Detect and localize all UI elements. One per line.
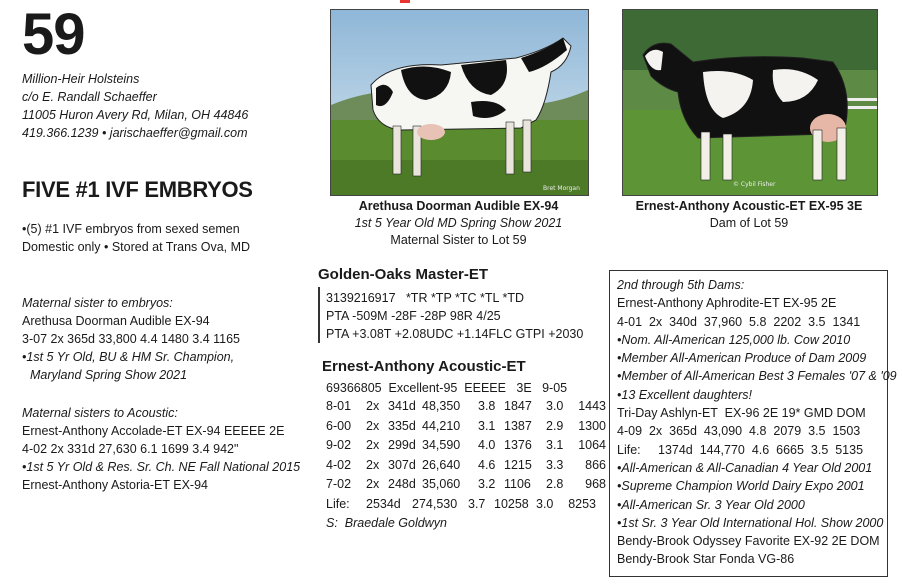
sire-detail-line: PTA +3.08T +2.08UDC +1.14FLC GTPI +2030 (326, 327, 584, 341)
cow-name: Arethusa Doorman Audible EX-94 (22, 314, 210, 328)
sire-name: Golden-Oaks Master-ET (318, 266, 489, 283)
dam-records (326, 397, 606, 495)
record-cell: 307d (388, 457, 416, 472)
record-cell: 44,210 (422, 418, 461, 433)
record-cell: 1215 (504, 457, 532, 472)
record-cell: 2.9 (546, 418, 564, 433)
cow-photo-acoustic (622, 9, 878, 196)
dams-line: Ernest-Anthony Aphrodite-ET EX-95 2E (617, 296, 837, 311)
record-cell: 1106 (504, 477, 531, 491)
sire-detail-line: PTA -509M -28F -28P 98R 4/25 (326, 309, 501, 323)
dams-line: •13 Excellent daughters! (617, 387, 753, 402)
dams-line: •Supreme Champion World Dairy Expo 2001 (617, 479, 865, 494)
description-line: •(5) #1 IVF embryos from sexed semen (22, 222, 240, 236)
record-cell: 335d (388, 418, 416, 433)
award-note: •1st 5 Yr Old, BU & HM Sr. Champion, (22, 350, 235, 364)
record-cell: 4-02 (326, 457, 352, 472)
caption-award: 1st 5 Year Old MD Spring Show 2021 (354, 216, 563, 230)
lot-description (22, 220, 250, 256)
record-cell: 968 (585, 477, 606, 491)
record-cell: 26,640 (422, 457, 461, 472)
award-note: Maryland Spring Show 2021 (30, 368, 188, 382)
dams-line: •Nom. All-American 125,000 lb. Cow 2010 (617, 332, 851, 347)
record-cell: 1443 (578, 399, 606, 413)
cow-photo-audible (330, 9, 589, 196)
record-cell: 6-00 (326, 418, 352, 433)
record-cell: 2x (366, 457, 380, 472)
dams-line: Bendy-Brook Odyssey Favorite EX-92 2E DOM (617, 534, 880, 549)
record-cell: 299d (388, 438, 416, 452)
consignor-contact: c/o E. Randall Schaeffer (22, 90, 157, 104)
record-cell: 3.2 (478, 477, 496, 491)
caption-relation: Dam of Lot 59 (709, 216, 789, 230)
record-cell: 866 (585, 457, 606, 472)
photo-credit: © Cybil Fisher (733, 181, 776, 188)
dams-line: •All-American & All-Canadian 4 Year Old 2001 (617, 460, 873, 475)
dams-line: •Member All-American Produce of Dam 2009 (617, 351, 867, 366)
dam-block (322, 358, 526, 375)
dams-box (609, 270, 897, 577)
production-record: 3-07 2x 365d 33,800 4.4 1480 3.4 1165 (22, 332, 241, 346)
photo-credit: Bret Morgan (543, 185, 580, 192)
consignor-address: 11005 Huron Avery Rd, Milan, OH 44846 (22, 108, 249, 122)
maternal-sister-section (22, 294, 240, 384)
dam-details (326, 379, 606, 532)
dams-line: Bendy-Brook Star Fonda VG-86 (617, 552, 795, 567)
consignor-phone-email: 419.366.1239 • jarischaeffer@gmail.com (22, 126, 248, 140)
record-cell: 248d (388, 477, 416, 491)
record-cell: 341d (388, 399, 416, 413)
record-cell: 35,060 (422, 477, 461, 491)
red-edge-mark (400, 0, 410, 3)
award-note: •1st 5 Yr Old & Res. Sr. Ch. NE Fall National 2015 (22, 460, 301, 474)
record-cell: 8-01 (326, 399, 352, 413)
dams-line: •All-American Sr. 3 Year Old 2000 (617, 497, 805, 512)
record-cell: 3.8 (478, 399, 496, 413)
record-cell: 3.0 (546, 399, 564, 413)
dams-lines (617, 294, 897, 568)
record-cell: 34,590 (422, 438, 461, 452)
record-cell: 3.1 (546, 438, 564, 452)
photo-caption-audible (330, 198, 587, 249)
dams-line: •Member of All-American Best 3 Females '07 & '09 (617, 369, 897, 384)
dams-line: Tri-Day Ashlyn-ET EX-96 2E 19* GMD DOM (617, 406, 866, 421)
dams-line: 4-01 2x 340d 37,960 5.8 2202 3.5 1341 (617, 314, 861, 329)
dam-record-row (326, 417, 606, 437)
record-cell: 4.0 (478, 438, 496, 452)
dam-name: Ernest-Anthony Acoustic-ET (322, 358, 526, 375)
maternal-sisters-acoustic-section (22, 404, 300, 494)
photo-caption-acoustic (606, 198, 892, 232)
dam-record-row (326, 456, 606, 476)
consignor-block (22, 70, 248, 142)
sire-detail-line: 3139216917 *TR *TP *TC *TL *TD (326, 291, 525, 305)
cow-name: Ernest-Anthony Astoria-ET EX-94 (22, 478, 208, 492)
caption-relation: Maternal Sister to Lot 59 (390, 233, 527, 247)
record-cell: 7-02 (326, 477, 352, 491)
dams-line: Life: 1374d 144,770 4.6 6665 3.5 5135 (617, 442, 864, 457)
caption-name: Ernest-Anthony Acoustic-ET EX-95 3E (635, 199, 863, 213)
production-record: 4-02 2x 331d 27,630 6.1 1699 3.4 942" (22, 442, 239, 456)
record-cell: 3.3 (546, 457, 564, 472)
record-cell: 1387 (504, 418, 532, 433)
record-cell: 1064 (578, 438, 606, 452)
consignor-farm: Million-Heir Holsteins (22, 72, 140, 86)
sire-details (326, 289, 583, 343)
dams-line: •1st Sr. 3 Year Old International Hol. Show 2000 (617, 515, 884, 530)
dam-header-line: 69366805 Excellent-95 EEEEE 3E 9-05 (326, 381, 568, 395)
record-cell: 4.6 (478, 457, 496, 472)
dam-life-record: Life: 2534d 274,530 3.7 10258 3.0 8253 (326, 496, 596, 511)
record-cell: 2.8 (546, 477, 564, 491)
dam-record-row (326, 436, 606, 456)
caption-name: Arethusa Doorman Audible EX-94 (358, 199, 559, 213)
sire-block (318, 266, 488, 283)
dam-sire-line: S: Braedale Goldwyn (326, 516, 447, 530)
dams-line: 4-09 2x 365d 43,090 4.8 2079 3.5 1503 (617, 424, 861, 439)
record-cell: 1300 (578, 418, 606, 433)
record-cell: 2x (366, 399, 380, 413)
dam-record-row (326, 475, 606, 495)
section-heading: Maternal sisters to Acoustic: (22, 406, 178, 420)
sire-bracket (318, 287, 320, 343)
lot-headline: FIVE #1 IVF EMBRYOS (22, 177, 253, 202)
dam-record-row (326, 397, 606, 417)
record-cell: 3.1 (478, 418, 496, 433)
record-cell: 2x (366, 418, 380, 433)
record-cell: 2x (366, 438, 380, 452)
cow-name: Ernest-Anthony Accolade-ET EX-94 EEEEE 2E (22, 424, 285, 438)
description-line: Domestic only • Stored at Trans Ova, MD (22, 240, 251, 254)
section-heading: Maternal sister to embryos: (22, 296, 173, 310)
record-cell: 2x (366, 477, 380, 491)
record-cell: 1376 (504, 438, 532, 452)
dams-heading: 2nd through 5th Dams: (617, 278, 745, 292)
lot-number: 59 (22, 2, 85, 67)
record-cell: 1847 (504, 399, 532, 413)
record-cell: 48,350 (422, 399, 461, 413)
record-cell: 9-02 (326, 438, 352, 452)
